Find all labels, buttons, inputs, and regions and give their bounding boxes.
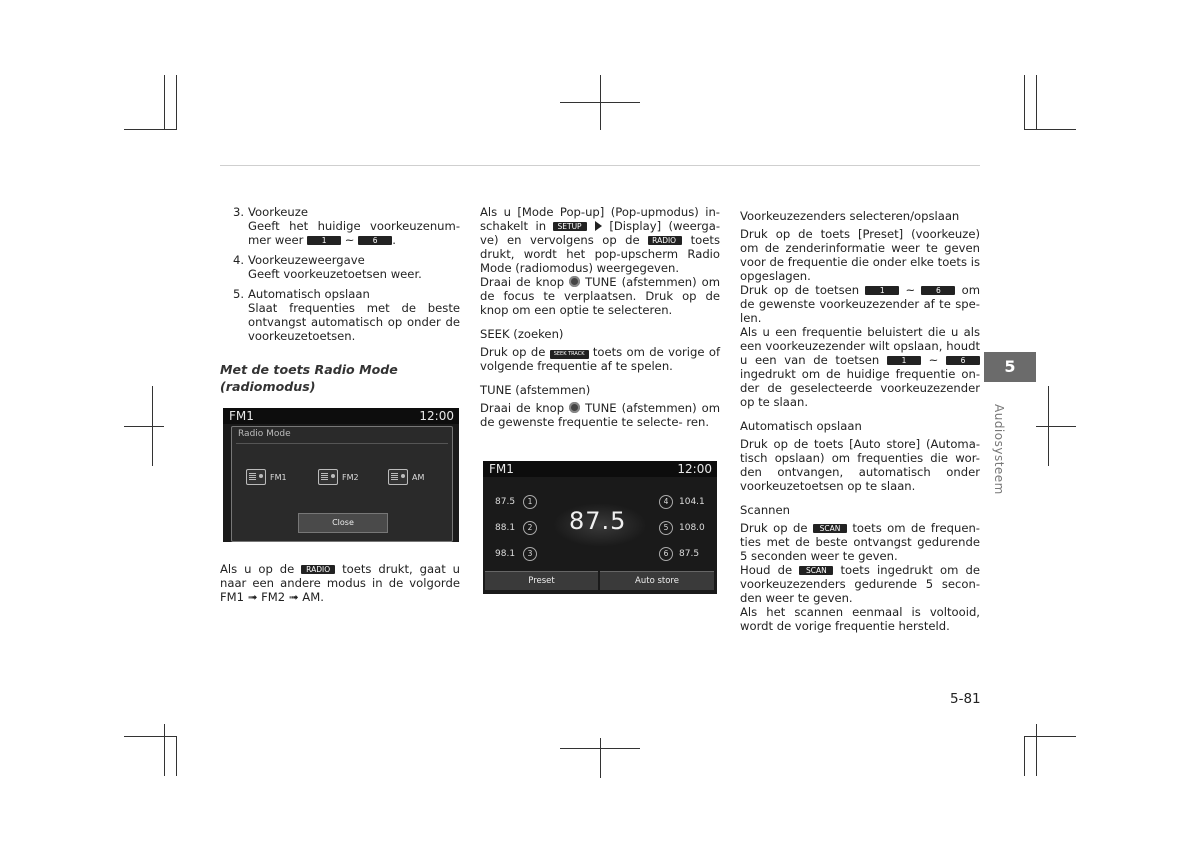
radio-button-icon: RADIO <box>648 236 682 245</box>
mode-fm1: FM1 <box>246 469 287 485</box>
setup-button-icon: SETUP <box>553 222 587 231</box>
mode-fm2: FM2 <box>318 469 359 485</box>
radio-mode-screen-image: FM1 12:00 Radio Mode FM1 FM2 AM Close <box>223 408 459 542</box>
scan-button-icon: SCAN <box>799 566 833 575</box>
preset-heading: Voorkeuzezenders selecteren/opslaan <box>740 209 960 223</box>
preset-5: 5 108.0 <box>659 521 705 535</box>
chapter-tab: 5 <box>984 352 1036 382</box>
section-title: Met de toets Radio Mode (radiomodus) <box>220 362 398 394</box>
tune-knob-icon <box>569 276 580 287</box>
chapter-title: Audiosysteem <box>992 404 1006 495</box>
scan-heading: Scannen <box>740 503 791 517</box>
header-rule <box>220 165 980 166</box>
preset-2: 88.1 2 <box>495 521 537 535</box>
radio-toggle-paragraph: Als u op de RADIO toets drukt, gaat u naar een andere modus in de volgorde FM1 ➟ FM2 ➟ AM. <box>220 562 461 604</box>
radio-preset-screen-image: FM1 12:00 87.5 87.5 1 88.1 2 98.1 3 4 104.1 5 108.0 6 87.5 Preset Auto store <box>483 461 717 594</box>
column-3: Voorkeuzezenders selecteren/opslaan Druk op de toets [Preset] (voorkeuze) om de zenderinformatie weer te geven voor de frequentie die onder elke toets is opgeslagen. Druk op de toetsen 1 ~ 6 om de gewenste voorkeuzezender af te spe- len. Als u een frequentie beluistert die u als een voorkeuzezender wilt opslaan, houdt u een van de toetsen 1 ~ 6 ingedrukt om de huidige frequentie on- der de geselecteerde voorkeuzezender op te slaan. Automatisch opslaan Druk op de toets [Auto store] (Automa- tisch opslaan) om frequenties die wor- den ontvangen, automatisch onder voorkeuzetoetsen op te slaan. Scannen Druk op de SCAN toets om de frequen- ties met de beste ontvangst gedurende 5 seconden weer te geven. Houd de SCAN toets ingedrukt om de voorkeuzezenders gedurende 5 secon- den weer te geven. Als het scannen eenmaal is voltooid, wordt de vorige frequentie hersteld. <box>740 209 981 633</box>
preset-6-button-icon: 6 <box>921 286 955 295</box>
seek-heading: SEEK (zoeken) <box>480 327 564 341</box>
preset-button: Preset <box>485 571 598 590</box>
preset-4: 4 104.1 <box>659 495 705 509</box>
auto-store-heading: Automatisch opslaan <box>740 419 862 433</box>
preset-6-button-icon: 6 <box>358 236 392 245</box>
column-2: Als u [Mode Pop-up] (Pop-upmodus) in- schakelt in SETUP [Display] (weerga- ve) en vervolgens op de RADIO toets drukt, wordt het pop-upscherm Radio Mode (radiomodus) weergegeven. Draai de knop TUNE (afstemmen) om de focus te verplaatsen. Druk op de knop om een optie te selecteren. SEEK (zoeken) Druk op de SEEK TRACK toets om de vorige of volgende frequentie af te spelen. TUNE (afstemmen) Draai de knop TUNE (afstemmen) om de gewenste frequentie te selecte- ren. <box>480 205 721 429</box>
radio-button-icon: RADIO <box>301 565 335 574</box>
preset-6: 6 87.5 <box>659 547 699 561</box>
radio-icon <box>246 469 266 485</box>
arrow-right-icon <box>595 221 602 231</box>
tune-heading: TUNE (afstemmen) <box>480 383 591 397</box>
page-number: 5-81 <box>950 691 981 707</box>
column-1 <box>220 205 460 395</box>
auto-store-button: Auto store <box>600 571 714 590</box>
current-frequency: 87.5 <box>569 507 627 535</box>
preset-1-button-icon: 1 <box>887 356 921 365</box>
radio-icon <box>318 469 338 485</box>
radio-icon <box>388 469 408 485</box>
list-item: 5. Automatisch opslaan Slaat frequenties met de beste ontvangst automatisch op onder de voorkeuzetoetsen. <box>232 287 460 343</box>
preset-1-button-icon: 1 <box>865 286 899 295</box>
tune-knob-icon <box>569 402 580 413</box>
list-item: 4. Voorkeuzeweergave Geeft voorkeuzetoetsen weer. <box>232 253 422 281</box>
preset-1: 87.5 1 <box>495 495 537 509</box>
close-button: Close <box>298 513 388 533</box>
radio-mode-popup: Radio Mode FM1 FM2 AM Close <box>231 426 453 542</box>
seek-track-button-icon: SEEK TRACK <box>550 350 589 359</box>
scan-button-icon: SCAN <box>813 524 847 533</box>
list-item: 3. Voorkeuze Geeft het huidige voorkeuzenum- mer weer 1 ~ 6 . <box>232 205 460 247</box>
item-title: Voorkeuze <box>248 205 308 219</box>
mode-am: AM <box>388 469 424 485</box>
preset-3: 98.1 3 <box>495 547 537 561</box>
preset-1-button-icon: 1 <box>307 236 341 245</box>
preset-6-button-icon: 6 <box>946 356 980 365</box>
